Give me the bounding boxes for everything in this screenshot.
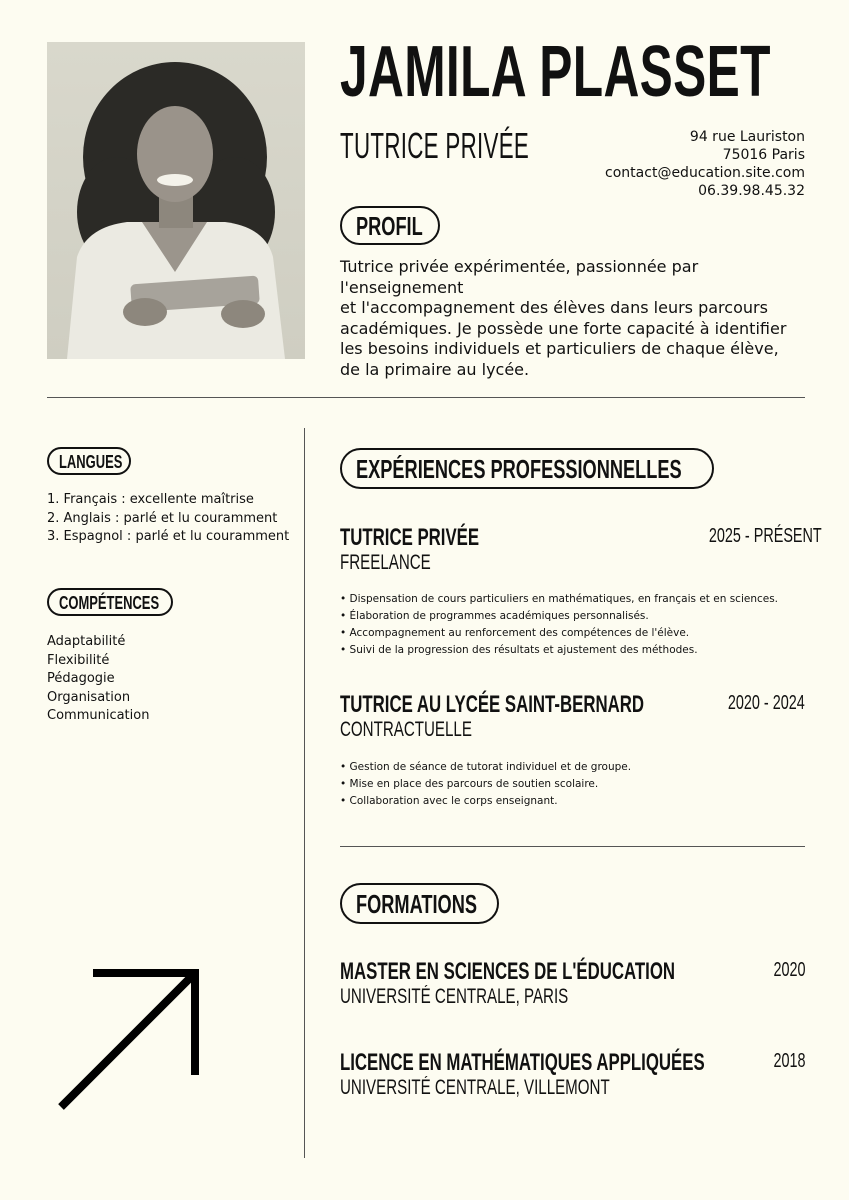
language-item: 2. Anglais : parlé et lu couramment: [47, 510, 278, 526]
job-bullet: • Gestion de séance de tutorat individuel et de groupe.: [340, 761, 632, 773]
skill-item: Pédagogie: [47, 671, 115, 686]
job-date: 2025 - PRÉSENT: [708, 525, 822, 547]
section-divider: [340, 846, 805, 847]
contact-block: [605, 128, 805, 200]
vertical-divider: [304, 428, 305, 1158]
profile-heading-pill: [340, 206, 440, 245]
arrow-up-right-icon: [55, 965, 205, 1115]
language-item: 3. Espagnol : parlé et lu couramment: [47, 529, 290, 544]
job-bullet: • Mise en place des parcours de soutien scolaire.: [340, 778, 599, 790]
education-year: 2020: [772, 959, 805, 981]
skill-item: Communication: [47, 708, 150, 723]
profile-line: Tutrice privée expérimentée, passionnée par l'enseignement: [340, 257, 699, 297]
skills-heading-pill: [47, 588, 173, 616]
contact-street: 94 rue Lauriston: [689, 129, 805, 145]
job-bullet: • Dispensation de cours particuliers en mathématiques, en français et en sciences.: [340, 593, 779, 605]
education-school: UNIVERSITÉ CENTRALE, VILLEMONT: [340, 1076, 610, 1099]
languages-heading-pill: [47, 447, 131, 475]
portrait-illustration: [47, 42, 305, 359]
skill-item: Organisation: [47, 689, 131, 705]
job-bullet: • Élaboration de programmes académiques personnalisés.: [340, 610, 649, 622]
job-bullet: • Collaboration avec le corps enseignant.: [340, 795, 558, 807]
profile-line: les besoins individuels et particuliers de chaque élève,: [340, 339, 779, 358]
languages-heading: LANGUES: [59, 452, 123, 472]
job-bullets: [340, 759, 631, 810]
profile-text: [340, 257, 810, 380]
job-date-wrap: [665, 525, 822, 547]
profile-line: et l'accompagnement des élèves dans leurs parcours: [340, 298, 768, 317]
profile-line: académiques. Je possède une forte capacité à identifier: [340, 318, 787, 338]
job-title: TUTRICE AU LYCÉE SAINT-BERNARD: [340, 691, 644, 718]
skill-item: Adaptabilité: [47, 634, 126, 649]
job-bullet: • Accompagnement au renforcement des compétences de l'élève.: [340, 627, 690, 639]
skill-item: Flexibilité: [47, 652, 110, 668]
job-date-wrap: [665, 693, 805, 713]
portrait-photo: [47, 42, 305, 359]
skills-list: [47, 633, 149, 726]
education-year-wrap: [705, 1051, 805, 1071]
contact-email: contact@education.site.com: [605, 165, 805, 181]
education-year: 2018: [772, 1050, 805, 1072]
job-subtitle: FREELANCE: [340, 551, 431, 574]
horizontal-divider: [47, 397, 805, 398]
education-year-wrap: [705, 960, 805, 980]
profile-heading: PROFIL: [356, 211, 423, 241]
education-title: LICENCE EN MATHÉMATIQUES APPLIQUÉES: [340, 1049, 705, 1076]
job-subtitle: CONTRACTUELLE: [340, 718, 472, 741]
education-heading-pill: [340, 883, 499, 924]
job-title: TUTRICE PRIVÉE: [340, 524, 480, 551]
job-bullets: [340, 591, 778, 659]
contact-phone: 06.39.98.45.32: [698, 183, 805, 199]
language-item: 1. Français : excellente maîtrise: [47, 492, 254, 507]
experience-heading: EXPÉRIENCES PROFESSIONNELLES: [356, 454, 682, 484]
candidate-name: JAMILA PLASSET: [340, 32, 771, 112]
experience-heading-pill: [340, 448, 714, 489]
job-date: 2020 - 2024: [728, 692, 805, 714]
skills-heading: COMPÉTENCES: [59, 593, 160, 613]
languages-list: [47, 491, 289, 547]
job-bullet: • Suivi de la progression des résultats et ajustement des méthodes.: [340, 644, 698, 656]
education-title: MASTER EN SCIENCES DE L'ÉDUCATION: [340, 958, 676, 985]
education-school: UNIVERSITÉ CENTRALE, PARIS: [340, 985, 569, 1008]
contact-city: 75016 Paris: [722, 147, 805, 163]
profile-line: de la primaire au lycée.: [340, 359, 530, 379]
education-heading: FORMATIONS: [356, 889, 477, 919]
candidate-title: TUTRICE PRIVÉE: [340, 125, 530, 166]
